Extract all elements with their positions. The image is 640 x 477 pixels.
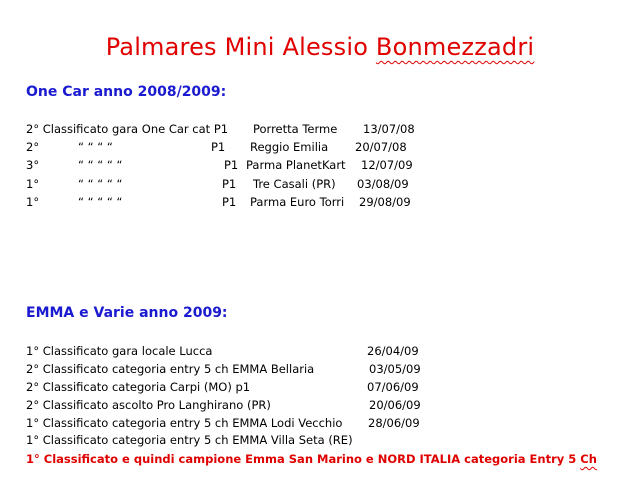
row-date: 28/06/09 [368,416,420,430]
row-ditto-marks: “ “ “ “ “ [78,177,123,191]
row-place-rank: 1° [26,195,40,209]
row-cat: P1 [222,195,237,209]
row-date: 20/07/08 [355,140,407,154]
row-cat: P1 [222,177,237,191]
row-ditto-marks: “ “ “ “ [78,140,113,154]
championship-last-word: Ch [580,452,597,466]
row-ditto-marks: “ “ “ “ “ [78,158,123,172]
row-desc: 2° Classificato gara One Car cat P1 [26,122,229,136]
row-place: Parma PlanetKart [246,158,346,172]
row-cat: P1 [224,158,239,172]
one-car-heading: One Car anno 2008/2009: [26,84,227,100]
championship-text: 1° Classificato e quindi campione Emma San Marino e NORD ITALIA categoria Entry 5 [26,452,581,466]
row-date: 29/08/09 [359,195,411,209]
row-place: Porretta Terme [253,122,338,136]
row-date: 07/06/09 [367,380,419,394]
row-date: 12/07/09 [361,158,413,172]
title-prefix: Palmares Mini Alessio [105,33,376,61]
row-date: 03/05/09 [369,362,421,376]
row-ditto-marks: “ “ “ “ “ [78,195,123,209]
title-surname: Bonmezzadri [375,33,535,61]
row-desc: 1° Classificato gara locale Lucca [26,344,213,358]
row-desc: 1° Classificato categoria entry 5 ch EMMA Lodi Vecchio [26,416,343,430]
row-cat: P1 [211,140,226,154]
row-place: Tre Casali (PR) [253,177,336,191]
championship-line [26,452,597,466]
row-place: Parma Euro Torri [250,195,345,209]
row-date: 26/04/09 [367,344,419,358]
row-desc: 2° Classificato categoria entry 5 ch EMMA Bellaria [26,362,315,376]
row-date: 20/06/09 [369,398,421,412]
row-place: Reggio Emilia [250,140,329,154]
row-date: 13/07/08 [363,122,415,136]
row-desc: 2° Classificato categoria Carpi (MO) p1 [26,380,251,394]
row-place-rank: 1° [26,177,40,191]
row-date: 03/08/09 [357,177,409,191]
row-desc: 1° Classificato categoria entry 5 ch EMMA Villa Seta (RE) [26,433,353,447]
emma-heading: EMMA e Varie anno 2009: [26,305,228,321]
row-place-rank: 3° [26,158,40,172]
page-title [0,33,640,61]
row-place-rank: 2° [26,140,40,154]
row-desc: 2° Classificato ascolto Pro Langhirano (PR) [26,398,271,412]
